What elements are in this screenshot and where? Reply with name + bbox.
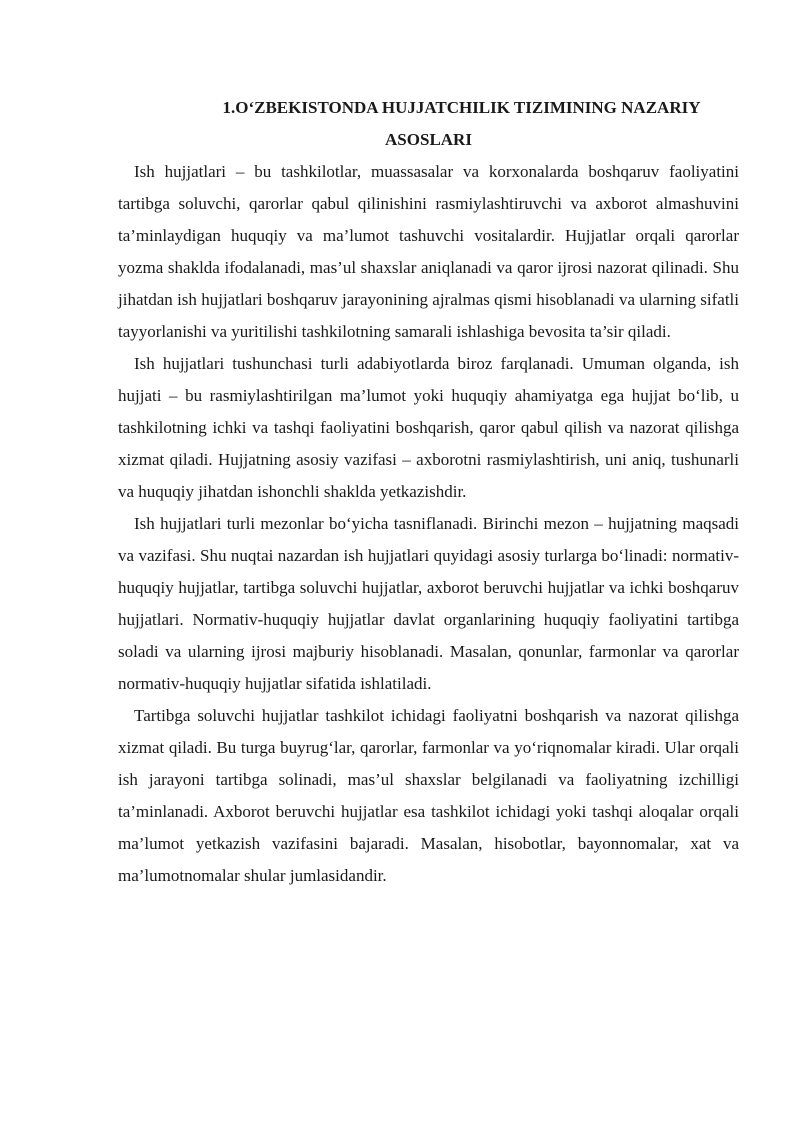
- page-title: [118, 92, 739, 124]
- title-line-1: 1.O‘ZBEKISTONDA HUJJATCHILIK TIZIMINING NAZARIY: [222, 98, 701, 117]
- paragraph-4: Tartibga soluvchi hujjatlar tashkilot ichidagi faoliyatni boshqarish va nazorat qilishga xizmat qiladi. Bu turga buyrug‘lar, qarorlar, farmonlar va yo‘riqnomalar kiradi. Ular orqali ish jarayoni tartibga solinadi, mas’ul shaxslar belgilanadi va faoliyatning izchilligi ta’minlanadi. Axborot beruvchi hujjatlar esa tashkilot ichidagi yoki tashqi aloqalar orqali ma’lumot yetkazish vazifasini bajaradi. Masalan, hisobotlar, bayonnomalar, xat va ma’lumotnomalar shular jumlasidandir.: [118, 706, 739, 885]
- paragraph-1: Ish hujjatlari – bu tashkilotlar, muassasalar va korxonalarda boshqaruv faoliyatini tartibga soluvchi, qarorlar qabul qilinishini rasmiylashtiruvchi va axborot almashuvini ta’minlaydigan huquqiy va ma’lumot tashuvchi vositalardir. Hujjatlar orqali qarorlar yozma shaklda ifodalanadi, mas’ul shaxslar aniqlanadi va qaror ijrosi nazorat qilinadi. Shu jihatdan ish hujjatlari boshqaruv jarayonining ajralmas qismi hisoblanadi va ularning sifatli tayyorlanishi va yuritilishi tashkilotning samarali ishlashiga bevosita ta’sir qiladi.: [118, 162, 739, 341]
- paragraph-2: Ish hujjatlari tushunchasi turli adabiyotlarda biroz farqlanadi. Umuman olganda, ish hujjati – bu rasmiylashtirilgan ma’lumot yoki huquqiy ahamiyatga ega hujjat bo‘lib, u tashkilotning ichki va tashqi faoliyatini boshqarish, qaror qabul qilish va nazorat qilishga xizmat qiladi. Hujjatning asosiy vazifasi – axborotni rasmiylashtirish, uni aniq, tushunarli va huquqiy jihatdan ishonchli shaklda yetkazishdir.: [118, 354, 739, 501]
- document-page: [118, 92, 739, 892]
- paragraph-3: Ish hujjatlari turli mezonlar bo‘yicha tasniflanadi. Birinchi mezon – hujjatning maqsadi va vazifasi. Shu nuqtai nazardan ish hujjatlari quyidagi asosiy turlarga bo‘linadi: normativ-huquqiy hujjatlar, tartibga soluvchi hujjatlar, axborot beruvchi hujjatlar va ichki boshqaruv hujjatlari. Normativ-huquqiy hujjatlar davlat organlarining huquqiy faoliyatini tartibga soladi va ularning ijrosi majburiy hisoblanadi. Masalan, qonunlar, farmonlar va qarorlar normativ-huquqiy hujjatlar sifatida ishlatiladi.: [118, 514, 739, 693]
- title-line-2: ASOSLARI: [385, 130, 472, 149]
